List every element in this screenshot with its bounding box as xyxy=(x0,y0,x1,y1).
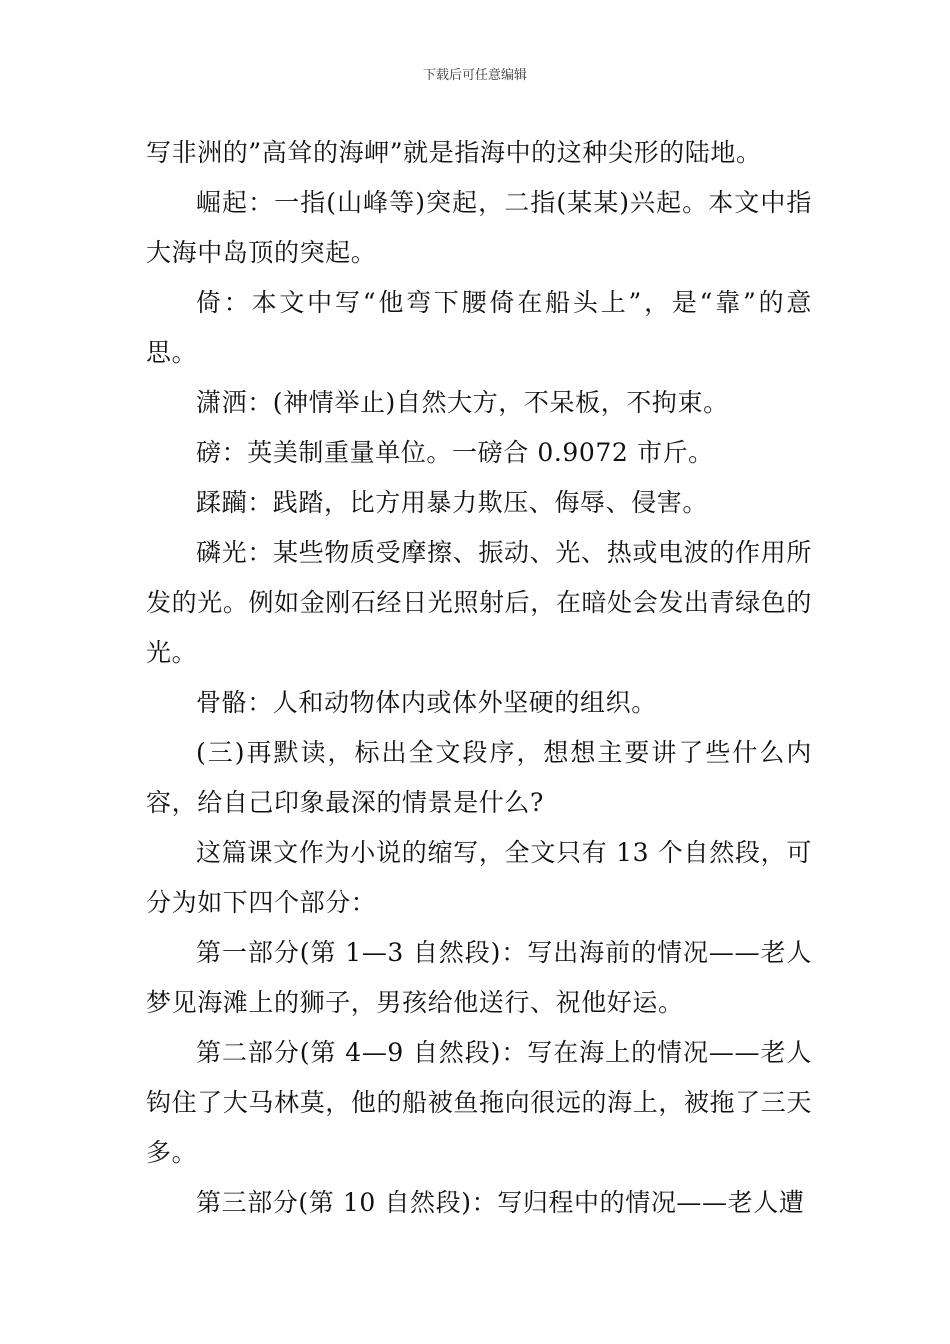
page-header: 下载后可任意编辑 xyxy=(422,68,527,83)
paragraph-part-three: 第三部分(第 10 自然段)：写归程中的情况——老人遭 xyxy=(196,1188,805,1217)
paragraph-bang: 磅：英美制重量单位。一磅合 0.9072 市斤。 xyxy=(196,438,714,467)
paragraph-yi: 倚：本文中写“他弯下腰倚在船头上”，是“靠”的意思。 xyxy=(146,288,812,367)
paragraph-linguang: 磷光：某些物质受摩擦、振动、光、热或电波的作用所发的光。例如金刚石经日光照射后，在暗处会发出青绿色的光。 xyxy=(146,538,812,667)
paragraph-xiaosa: 潇洒：(神情举止)自然大方，不呆板，不拘束。 xyxy=(196,388,729,417)
paragraph-rouli: 蹂躏：践踏，比方用暴力欺压、侮辱、侵害。 xyxy=(196,488,709,517)
paragraph-continuation: 写非洲的”高耸的海岬”就是指海中的这种尖形的陆地。 xyxy=(146,138,762,167)
paragraph-part-two: 第二部分(第 4—9 自然段)：写在海上的情况——老人钩住了大马林莫，他的船被鱼拖向很远的海上，被拖了三天多。 xyxy=(146,1038,812,1167)
paragraph-guge: 骨骼：人和动物体内或体外坚硬的组织。 xyxy=(196,688,657,717)
paragraph-structure-intro: 这篇课文作为小说的缩写，全文只有 13 个自然段，可分为如下四个部分： xyxy=(146,838,812,917)
paragraph-part-one: 第一部分(第 1—3 自然段)：写出海前的情况——老人梦见海滩上的狮子，男孩给他送行、祝他好运。 xyxy=(146,938,812,1017)
paragraph-jueqi: 崛起：一指(山峰等)突起，二指(某某)兴起。本文中指大海中岛顶的突起。 xyxy=(146,188,812,267)
document-body xyxy=(146,128,812,1228)
paragraph-section-three: (三)再默读，标出全文段序，想想主要讲了些什么内容，给自己印象最深的情景是什么? xyxy=(146,738,812,817)
